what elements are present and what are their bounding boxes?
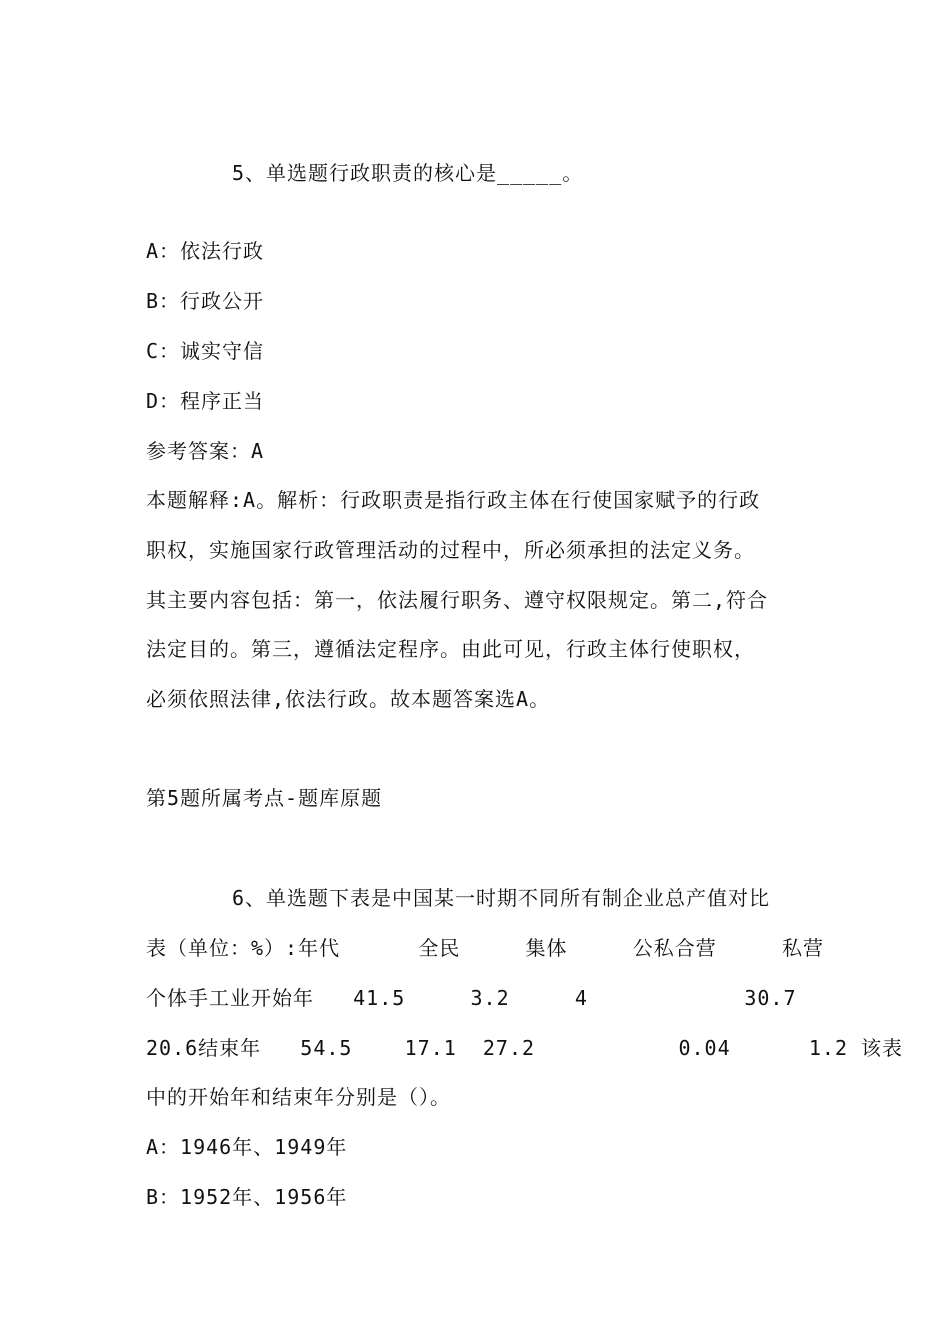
question-6-stem-line: 20.6结束年 54.5 17.1 27.2 0.04 1.2 该表 [146, 1036, 904, 1060]
question-5-stem: 5、单选题行政职责的核心是_____。 [232, 161, 584, 185]
question-6-stem-line: 6、单选题下表是中国某一时期不同所有制企业总产值对比 [232, 886, 771, 910]
question-5-explanation-line: 职权，实施国家行政管理活动的过程中，所必须承担的法定义务。 [146, 538, 755, 562]
question-5-explanation-line: 法定目的。第三，遵循法定程序。由此可见，行政主体行使职权， [146, 637, 755, 661]
question-5-explanation-line: 必须依照法律,依法行政。故本题答案选A。 [146, 687, 551, 711]
question-5-explanation-line: 其主要内容包括：第一，依法履行职务、遵守权限规定。第二,符合 [146, 588, 769, 612]
question-5-answer: 参考答案：A [146, 439, 265, 463]
question-5-topic: 第5题所属考点-题库原题 [146, 786, 383, 810]
question-6-option-b: B：1952年、1956年 [146, 1185, 348, 1209]
question-5-option-c: C：诚实守信 [146, 339, 265, 363]
question-6-stem-line: 表（单位：%）:年代 全民 集体 公私合营 私营 [146, 936, 824, 960]
question-6-stem-line: 个体手工业开始年 41.5 3.2 4 30.7 [146, 986, 797, 1010]
question-5-explanation-line: 本题解释:A。解析：行政职责是指行政主体在行使国家赋予的行政 [146, 488, 761, 512]
question-6-stem-line: 中的开始年和结束年分别是（）。 [146, 1085, 451, 1109]
question-5-option-d: D：程序正当 [146, 389, 265, 413]
question-5-option-b: B：行政公开 [146, 289, 265, 313]
question-5-option-a: A：依法行政 [146, 239, 265, 263]
question-6-option-a: A：1946年、1949年 [146, 1135, 348, 1159]
